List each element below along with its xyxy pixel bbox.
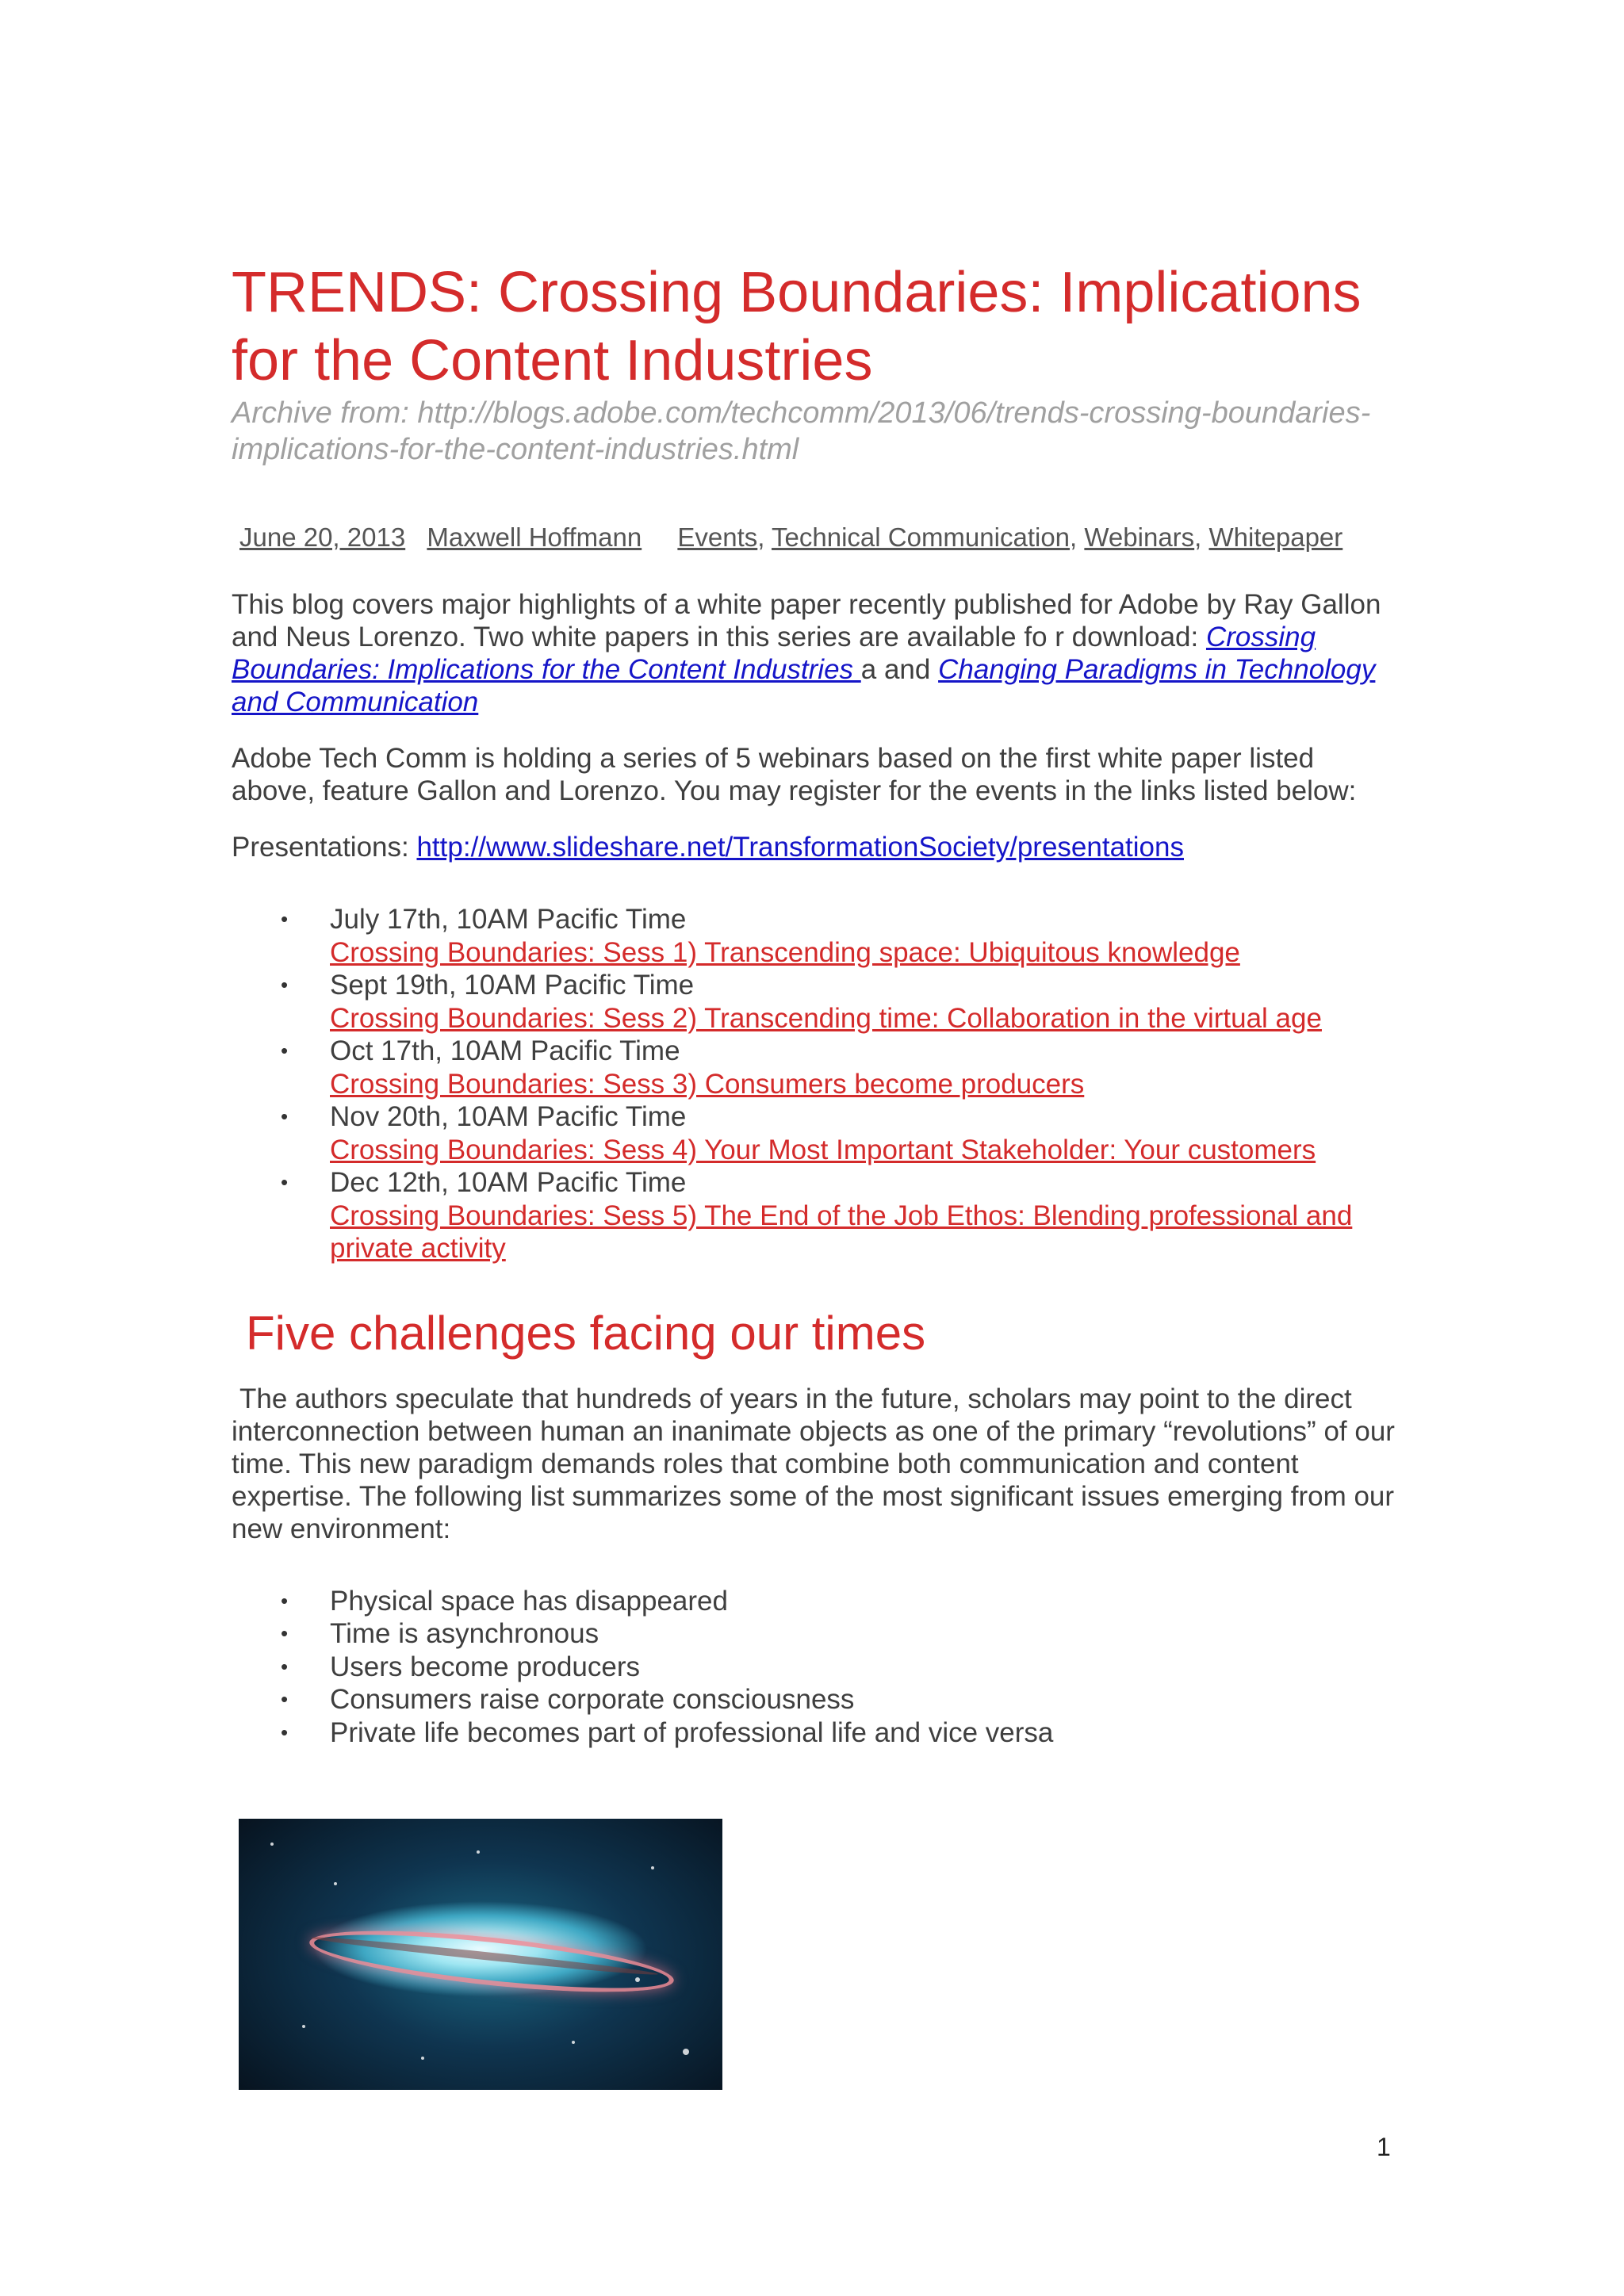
challenge-text: Users become producers bbox=[330, 1651, 640, 1682]
archive-url: Archive from: http://blogs.adobe.com/techcomm/2013/06/trends-crossing-boundaries-implications-for-the-content-industries.html bbox=[232, 396, 1371, 466]
intro-mid-text: a and bbox=[860, 654, 939, 685]
presentations-label: Presentations: bbox=[232, 832, 417, 863]
section-heading: Five challenges facing our times bbox=[246, 1306, 926, 1360]
event-date: Nov 20th, 10AM Pacific Time bbox=[330, 1101, 687, 1132]
event-link[interactable]: Crossing Boundaries: Sess 1) Transcending space: Ubiquitous knowledge bbox=[330, 936, 1240, 968]
post-meta: June 20, 2013 Maxwell Hoffmann Events, Technical Communication, Webinars, Whitepaper bbox=[239, 522, 1343, 552]
star bbox=[651, 1866, 654, 1869]
whitepaper-link-crossing-boundaries[interactable]: Crossing Boundaries: Implications for the Content Industries bbox=[232, 622, 1316, 685]
star bbox=[683, 2049, 689, 2055]
page-number: 1 bbox=[1377, 2133, 1391, 2161]
event-link[interactable]: Crossing Boundaries: Sess 5) The End of the Job Ethos: Blending professional and private activity bbox=[330, 1200, 1353, 1264]
event-link[interactable]: Crossing Boundaries: Sess 2) Transcending time: Collaboration in the virtual age bbox=[330, 1002, 1322, 1034]
list-item bbox=[232, 1166, 1397, 1265]
intro-paragraph bbox=[232, 588, 1397, 718]
list-item bbox=[232, 1585, 1397, 1618]
bullet-icon: • bbox=[281, 1039, 289, 1062]
list-item bbox=[232, 1035, 1397, 1100]
star bbox=[477, 1850, 480, 1854]
bullet-icon: • bbox=[281, 1687, 289, 1711]
event-date: Oct 17th, 10AM Pacific Time bbox=[330, 1035, 680, 1066]
challenges-list bbox=[232, 1585, 1397, 1750]
event-date: Dec 12th, 10AM Pacific Time bbox=[330, 1167, 687, 1198]
document-content bbox=[232, 258, 1397, 1749]
category-link-technical-communication[interactable]: Technical Communication bbox=[772, 522, 1071, 552]
event-link[interactable]: Crossing Boundaries: Sess 3) Consumers become producers bbox=[330, 1068, 1085, 1100]
intro-text: This blog covers major highlights of a white paper recently published for Adobe by Ray Gallon and Neus Lorenzo. Two white papers in this series are available fo r download: bbox=[232, 589, 1381, 652]
star bbox=[572, 2041, 575, 2044]
challenge-text: Time is asynchronous bbox=[330, 1618, 599, 1649]
presentations-paragraph bbox=[232, 831, 1397, 863]
presentations-link[interactable]: http://www.slideshare.net/TransformationSociety/presentations bbox=[416, 832, 1184, 863]
bullet-icon: • bbox=[281, 1588, 289, 1613]
bullet-icon: • bbox=[281, 1621, 289, 1645]
star bbox=[635, 1977, 640, 1982]
page-title: TRENDS: Crossing Boundaries: Implications for the Content Industries bbox=[232, 261, 1362, 392]
challenge-text: Private life becomes part of professional life and vice versa bbox=[330, 1716, 1054, 1748]
star bbox=[421, 2057, 424, 2060]
category-link-whitepaper[interactable]: Whitepaper bbox=[1208, 522, 1343, 552]
bullet-icon: • bbox=[281, 1654, 289, 1678]
list-item bbox=[232, 1100, 1397, 1166]
bullet-icon: • bbox=[281, 907, 289, 931]
event-date: Sept 19th, 10AM Pacific Time bbox=[330, 970, 695, 1001]
star bbox=[334, 1882, 337, 1885]
list-item bbox=[232, 969, 1397, 1035]
bullet-icon: • bbox=[281, 1720, 289, 1744]
event-link[interactable]: Crossing Boundaries: Sess 4) Your Most Important Stakeholder: Your customers bbox=[330, 1134, 1316, 1165]
bullet-icon: • bbox=[281, 1170, 289, 1194]
post-author-link[interactable]: Maxwell Hoffmann bbox=[427, 522, 642, 552]
section-paragraph bbox=[232, 1383, 1397, 1545]
galaxy-ring bbox=[307, 1919, 676, 2004]
post-date-link[interactable]: June 20, 2013 bbox=[239, 522, 406, 552]
event-date: July 17th, 10AM Pacific Time bbox=[330, 904, 687, 935]
category-link-webinars[interactable]: Webinars bbox=[1084, 522, 1195, 552]
star bbox=[270, 1843, 274, 1846]
list-item bbox=[232, 1683, 1397, 1716]
bullet-icon: • bbox=[281, 1104, 289, 1128]
list-item bbox=[232, 903, 1397, 969]
webinars-intro-paragraph: Adobe Tech Comm is holding a series of 5 webinars based on the first white paper listed above, feature Gallon and Lorenzo. You may register for the events in the links listed below: bbox=[232, 743, 1357, 806]
category-link-events[interactable]: Events bbox=[677, 522, 758, 552]
bullet-icon: • bbox=[281, 973, 289, 997]
list-item bbox=[232, 1617, 1397, 1651]
star bbox=[302, 2025, 305, 2028]
challenge-text: Consumers raise corporate consciousness bbox=[330, 1684, 855, 1715]
whitepaper-link-changing-paradigms[interactable]: Changing Paradigms in Technology and Communication bbox=[232, 654, 1376, 718]
section-text: The authors speculate that hundreds of years in the future, scholars may point to the direct interconnection between human an inanimate objects as one of the primary “revolutions” of our time. This new paradigm demands roles that combine both communication and content expertise. The following list summarizes some of the most significant issues emerging from our new environment: bbox=[232, 1383, 1395, 1544]
webinar-events-list bbox=[232, 903, 1397, 1265]
list-item bbox=[232, 1716, 1397, 1750]
list-item bbox=[232, 1651, 1397, 1684]
galaxy-image bbox=[239, 1819, 722, 2090]
challenge-text: Physical space has disappeared bbox=[330, 1585, 728, 1617]
